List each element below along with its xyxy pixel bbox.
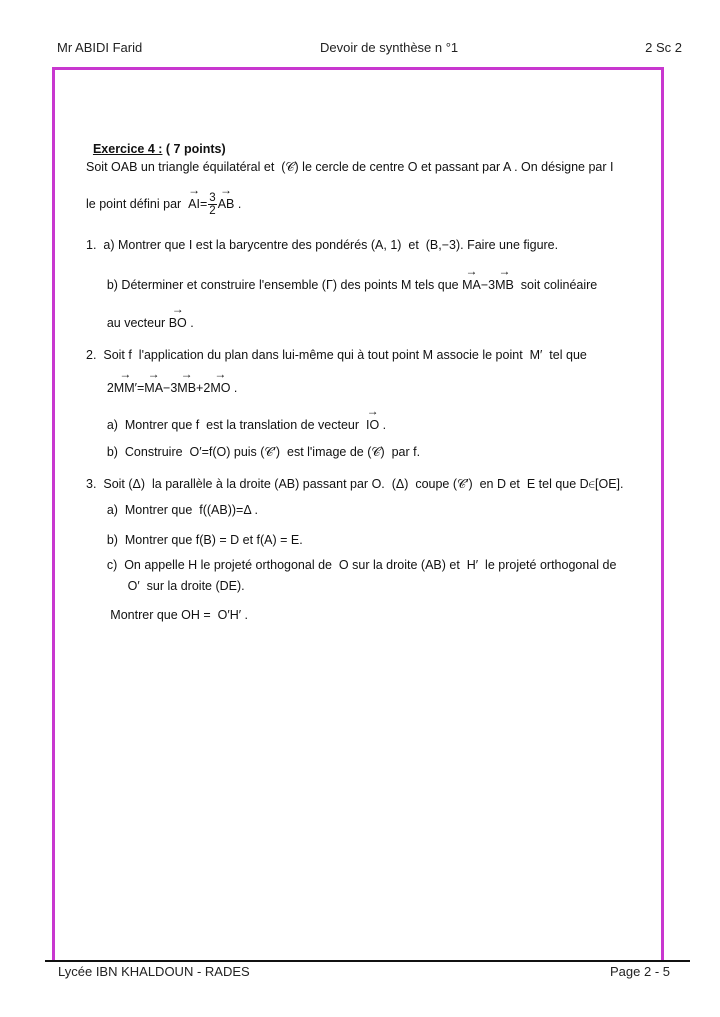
exercise-line — [86, 315, 194, 331]
text-segment: 2. Soit f l'application du plan dans lui-même qui à tout point M associe le point M′ tel que — [86, 348, 587, 362]
exercise-line — [86, 476, 623, 492]
exercise-line — [86, 237, 558, 253]
text-segment: a) Montrer que f est la translation de vecteur — [86, 418, 366, 432]
vector-MB: → MB — [177, 380, 196, 396]
text-segment: b) Construire O′=f(O) puis (𝒞′) est l'image de (𝒞) par f. — [86, 445, 421, 459]
exercise-line — [86, 578, 245, 594]
text-segment: +2 — [196, 381, 211, 395]
exercise-heading — [86, 125, 226, 157]
fraction-numerator: 3 — [209, 192, 216, 204]
footer-divider — [45, 960, 690, 962]
vector-MM′: → MM′ — [114, 380, 137, 396]
text-segment: . — [234, 196, 242, 211]
exercise-line — [86, 380, 237, 396]
text-segment: −3 — [163, 381, 178, 395]
header-class: 2 Sc 2 — [645, 40, 682, 55]
text-segment: a) Montrer que f((AB))=Δ . — [86, 503, 258, 517]
exercise-title: Exercice 4 : — [92, 142, 163, 156]
footer-page: Page 2 - 5 — [610, 964, 670, 979]
vector-MA: → MA — [144, 380, 163, 396]
text-segment: = — [199, 196, 208, 211]
exercise-line — [86, 532, 303, 548]
vector-MO: → MO — [210, 380, 230, 396]
vector-AI: → AI — [188, 196, 200, 212]
text-segment: b) Montrer que f(B) = D et f(A) = E. — [86, 533, 303, 547]
text-segment: = — [136, 381, 145, 395]
text-segment: 3. Soit (Δ) la parallèle à la droite (AB) passant par O. (Δ) coupe (𝒞′) en D et E tel que D∈[OE]. — [86, 477, 624, 491]
vector-IO: → IO — [366, 417, 379, 433]
exercise-line — [86, 502, 258, 518]
vector-BO: → BO — [169, 315, 187, 331]
exercise-line — [86, 192, 241, 217]
text-segment: 2 — [86, 381, 114, 395]
text-segment: . — [379, 418, 387, 432]
vector-AB: → AB — [218, 196, 235, 212]
exercise-line — [86, 159, 613, 175]
text-segment: −3 — [480, 278, 496, 292]
exercise-points: ( 7 points) — [162, 142, 226, 156]
fraction-denominator: 2 — [209, 205, 216, 217]
fraction — [208, 192, 216, 217]
header-title: Devoir de synthèse n °1 — [320, 40, 459, 55]
text-segment: b) Déterminer et construire l'ensemble (Γ) des points M tels que — [86, 278, 463, 292]
text-segment: . — [186, 316, 194, 330]
exercise-line — [86, 557, 616, 573]
exercise-line — [86, 607, 248, 623]
text-segment: O′ sur la droite (DE). — [86, 579, 245, 593]
text-segment: le point défini par — [86, 196, 189, 211]
exercise-line — [86, 444, 420, 460]
text-segment: Montrer que OH = O′H′ . — [86, 608, 249, 622]
text-segment: soit colinéaire — [513, 278, 598, 292]
text-segment: au vecteur — [86, 316, 169, 330]
header-author: Mr ABIDI Farid — [57, 40, 143, 55]
text-segment: Soit OAB un triangle équilatéral et (𝒞) le cercle de centre O et passant par A . On désigne par I — [86, 160, 614, 174]
footer-school: Lycée IBN KHALDOUN - RADES — [58, 964, 250, 979]
text-segment: . — [230, 381, 238, 395]
exercise-line — [86, 347, 587, 363]
exercise-line — [86, 277, 597, 293]
text-segment: c) On appelle H le projeté orthogonal de O sur la droite (AB) et H′ le projeté orthogonal de — [86, 558, 617, 572]
vector-MB: → MB — [495, 277, 514, 293]
exercise-line — [86, 417, 386, 433]
text-segment: 1. a) Montrer que I est la barycentre des pondérés (A, 1) et (B,−3). Faire une figure. — [86, 238, 559, 252]
vector-MA: → MA — [462, 277, 481, 293]
